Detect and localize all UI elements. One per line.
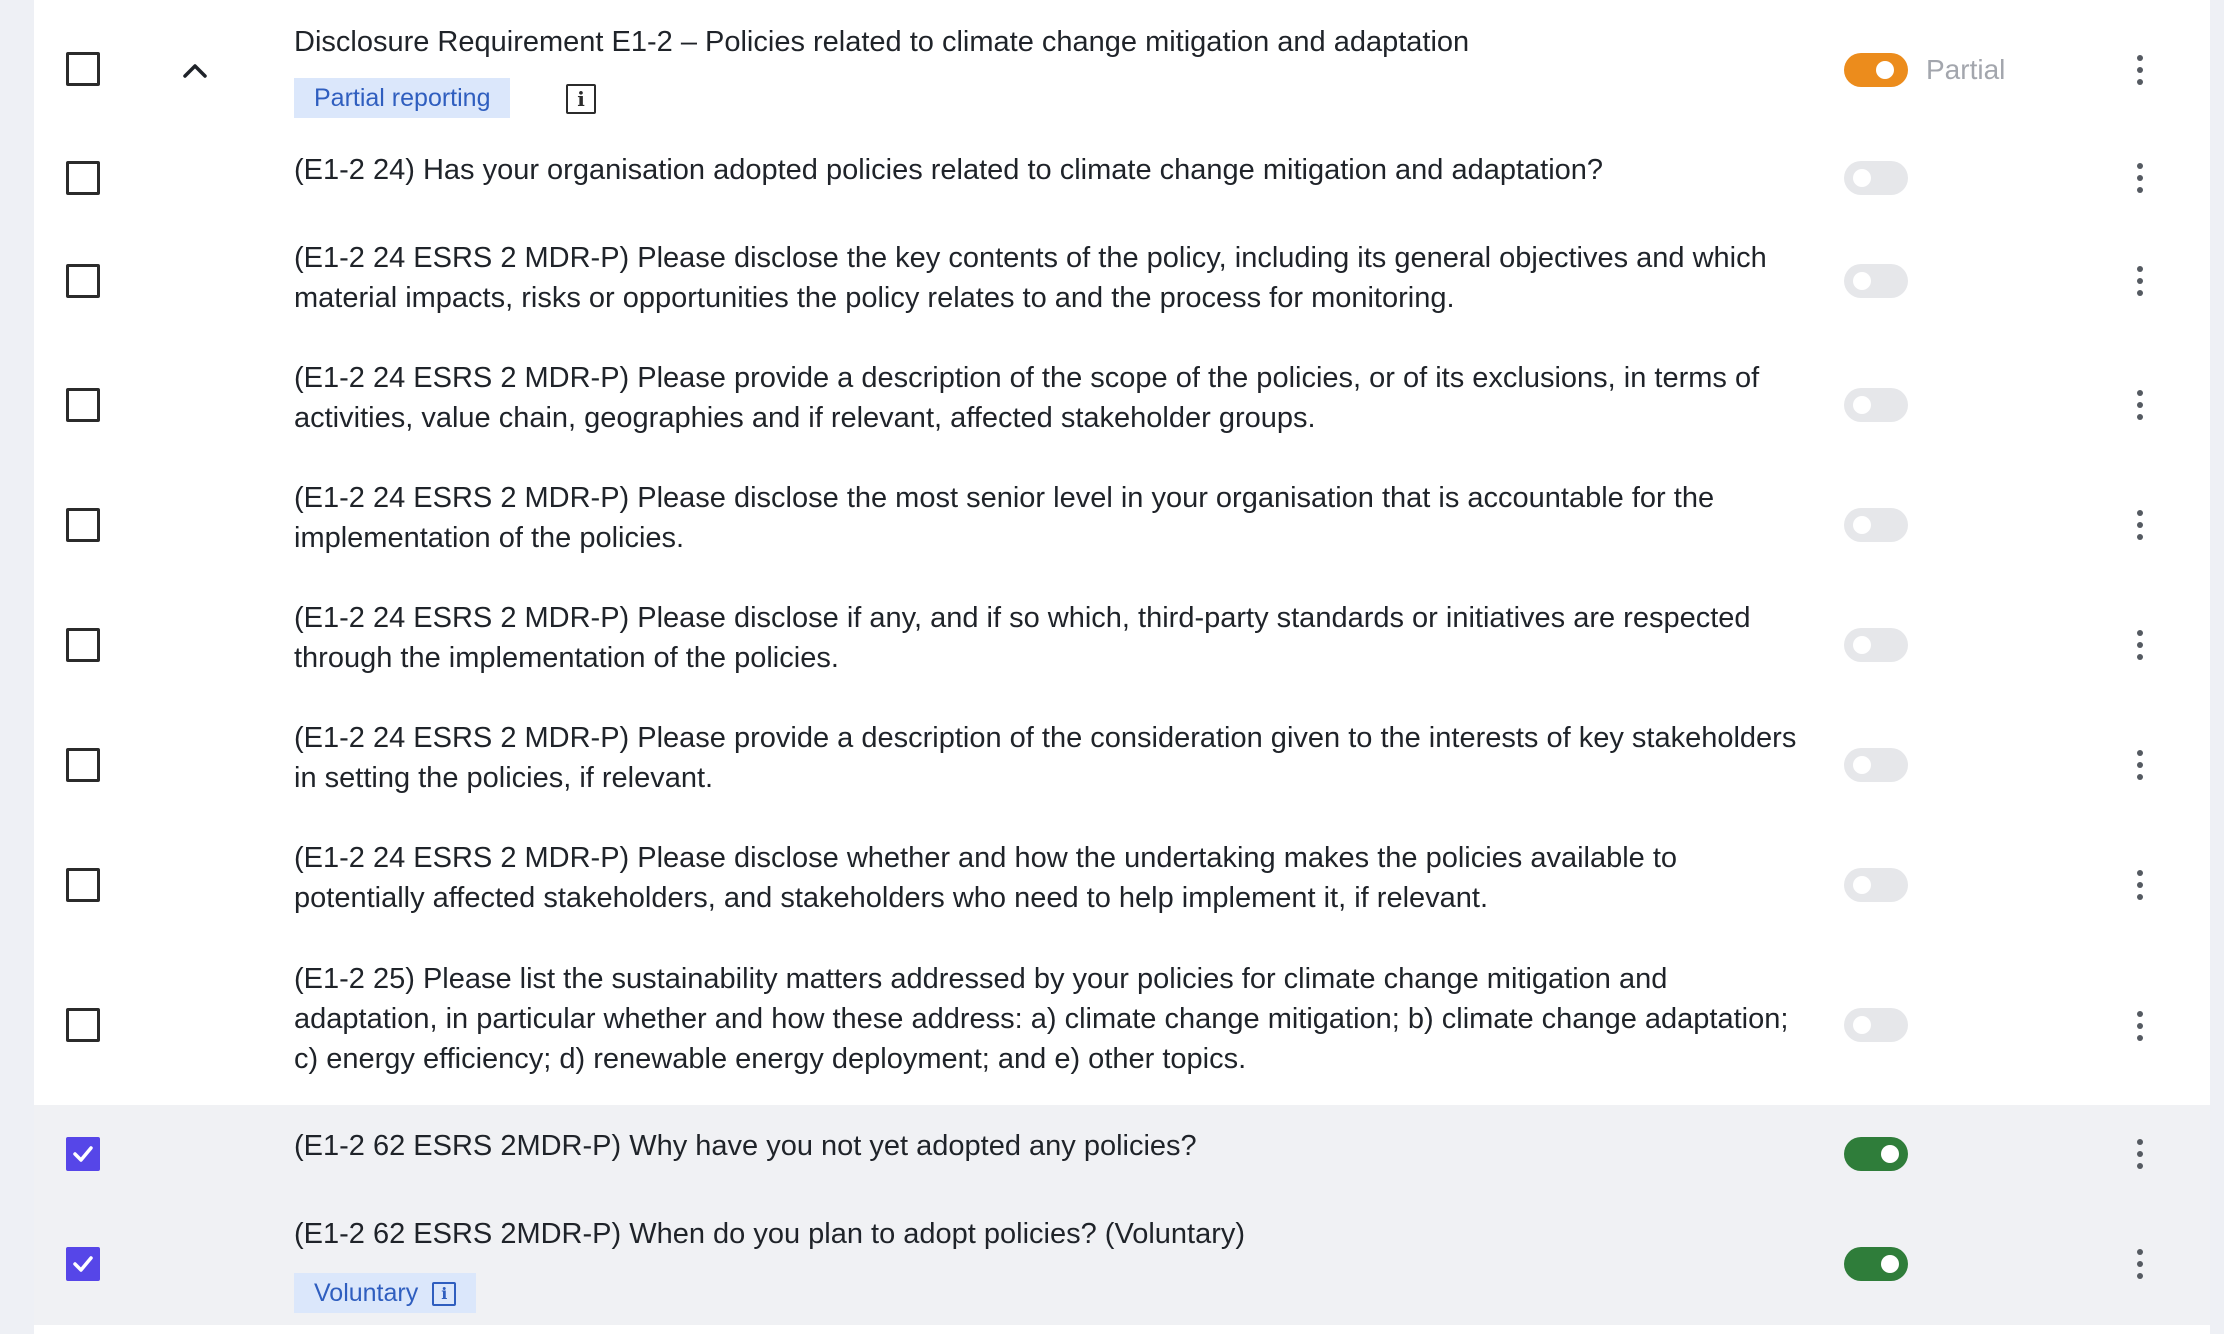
kebab-menu-icon[interactable] (2134, 55, 2146, 85)
question-row-selected (34, 1205, 2210, 1325)
checkmark-icon (72, 1143, 94, 1165)
question-text: (E1-2 24) Has your organisation adopted policies related to climate change mitigation and adaptation? (294, 154, 1604, 186)
question-toggle[interactable] (1844, 264, 1908, 298)
kebab-menu-icon[interactable] (2134, 750, 2146, 780)
question-text: (E1-2 24 ESRS 2 MDR-P) Please disclose if any, and if so which, third-party standards or initiatives are respected through the implementation of the policies. (294, 602, 1751, 674)
question-toggle-on[interactable] (1844, 1137, 1908, 1171)
kebab-menu-icon[interactable] (2134, 510, 2146, 540)
question-toggle[interactable] (1844, 628, 1908, 662)
info-icon[interactable]: i (432, 1282, 456, 1306)
kebab-menu-icon[interactable] (2134, 163, 2146, 193)
question-row (34, 345, 2210, 465)
question-row (34, 465, 2210, 585)
question-toggle[interactable] (1844, 748, 1908, 782)
disclosure-title: Disclosure Requirement E1-2 – Policies related to climate change mitigation and adaptation (294, 26, 1470, 58)
question-row (34, 220, 2210, 345)
question-text: (E1-2 24 ESRS 2 MDR-P) Please provide a description of the scope of the policies, or of its exclusions, in terms of activities, value chain, geographies and if relevant, affected stakeholder groups. (294, 362, 1760, 434)
info-icon[interactable]: i (566, 84, 596, 114)
question-checkbox[interactable] (66, 388, 100, 422)
question-row (34, 585, 2210, 705)
question-checkbox[interactable] (66, 868, 100, 902)
question-toggle[interactable] (1844, 508, 1908, 542)
question-row (34, 945, 2210, 1105)
kebab-menu-icon[interactable] (2134, 1011, 2146, 1041)
kebab-menu-icon[interactable] (2134, 630, 2146, 660)
partial-toggle[interactable] (1844, 53, 1908, 87)
question-text: (E1-2 62 ESRS 2MDR-P) When do you plan to adopt policies? (Voluntary) (294, 1218, 1246, 1250)
kebab-menu-icon[interactable] (2134, 1249, 2146, 1279)
question-checkbox-checked[interactable] (66, 1247, 100, 1281)
checkmark-icon (72, 1253, 94, 1275)
question-text: (E1-2 62 ESRS 2MDR-P) Why have you not yet adopted any policies? (294, 1130, 1197, 1162)
question-toggle[interactable] (1844, 161, 1908, 195)
question-checkbox[interactable] (66, 1008, 100, 1042)
question-text: (E1-2 24 ESRS 2 MDR-P) Please disclose the key contents of the policy, including its general objectives and which material impacts, risks or opportunities the policy relates to and the process for monitoring. (294, 242, 1767, 314)
question-checkbox-checked[interactable] (66, 1137, 100, 1171)
question-row (34, 825, 2210, 945)
question-text: (E1-2 24 ESRS 2 MDR-P) Please disclose whether and how the undertaking makes the policies available to potentially affected stakeholders, and stakeholders who need to help implement it, if relevant. (294, 842, 1678, 914)
question-toggle[interactable] (1844, 1008, 1908, 1042)
question-checkbox[interactable] (66, 264, 100, 298)
question-row (34, 705, 2210, 825)
kebab-menu-icon[interactable] (2134, 1139, 2146, 1169)
question-checkbox[interactable] (66, 748, 100, 782)
partial-reporting-tag: Partial reporting (294, 78, 510, 118)
header-checkbox[interactable] (66, 52, 100, 86)
question-toggle[interactable] (1844, 868, 1908, 902)
disclosure-header-row (34, 0, 2210, 140)
question-text: (E1-2 24 ESRS 2 MDR-P) Please disclose the most senior level in your organisation that is accountable for the implementation of the policies. (294, 482, 1715, 554)
question-checkbox[interactable] (66, 508, 100, 542)
question-row (34, 140, 2210, 220)
question-checkbox[interactable] (66, 628, 100, 662)
question-row-selected (34, 1105, 2210, 1205)
question-text: (E1-2 24 ESRS 2 MDR-P) Please provide a description of the consideration given to the interests of key stakeholders in setting the policies, if relevant. (294, 722, 1797, 794)
kebab-menu-icon[interactable] (2134, 390, 2146, 420)
chevron-up-icon[interactable] (180, 56, 210, 86)
question-toggle-on[interactable] (1844, 1247, 1908, 1281)
toggle-status-label: Partial (1926, 54, 2006, 85)
question-toggle[interactable] (1844, 388, 1908, 422)
question-checkbox[interactable] (66, 161, 100, 195)
voluntary-tag: Voluntary i (294, 1273, 476, 1313)
kebab-menu-icon[interactable] (2134, 870, 2146, 900)
requirements-panel (34, 0, 2210, 1334)
question-text: (E1-2 25) Please list the sustainability matters addressed by your policies for climate change mitigation and adaptation, in particular whether and how these address: a) climate change mitigation; b) climate change adaptation; c) energy efficiency; d) renewable energy deployment; and e) other topics. (294, 963, 1789, 1075)
kebab-menu-icon[interactable] (2134, 266, 2146, 296)
